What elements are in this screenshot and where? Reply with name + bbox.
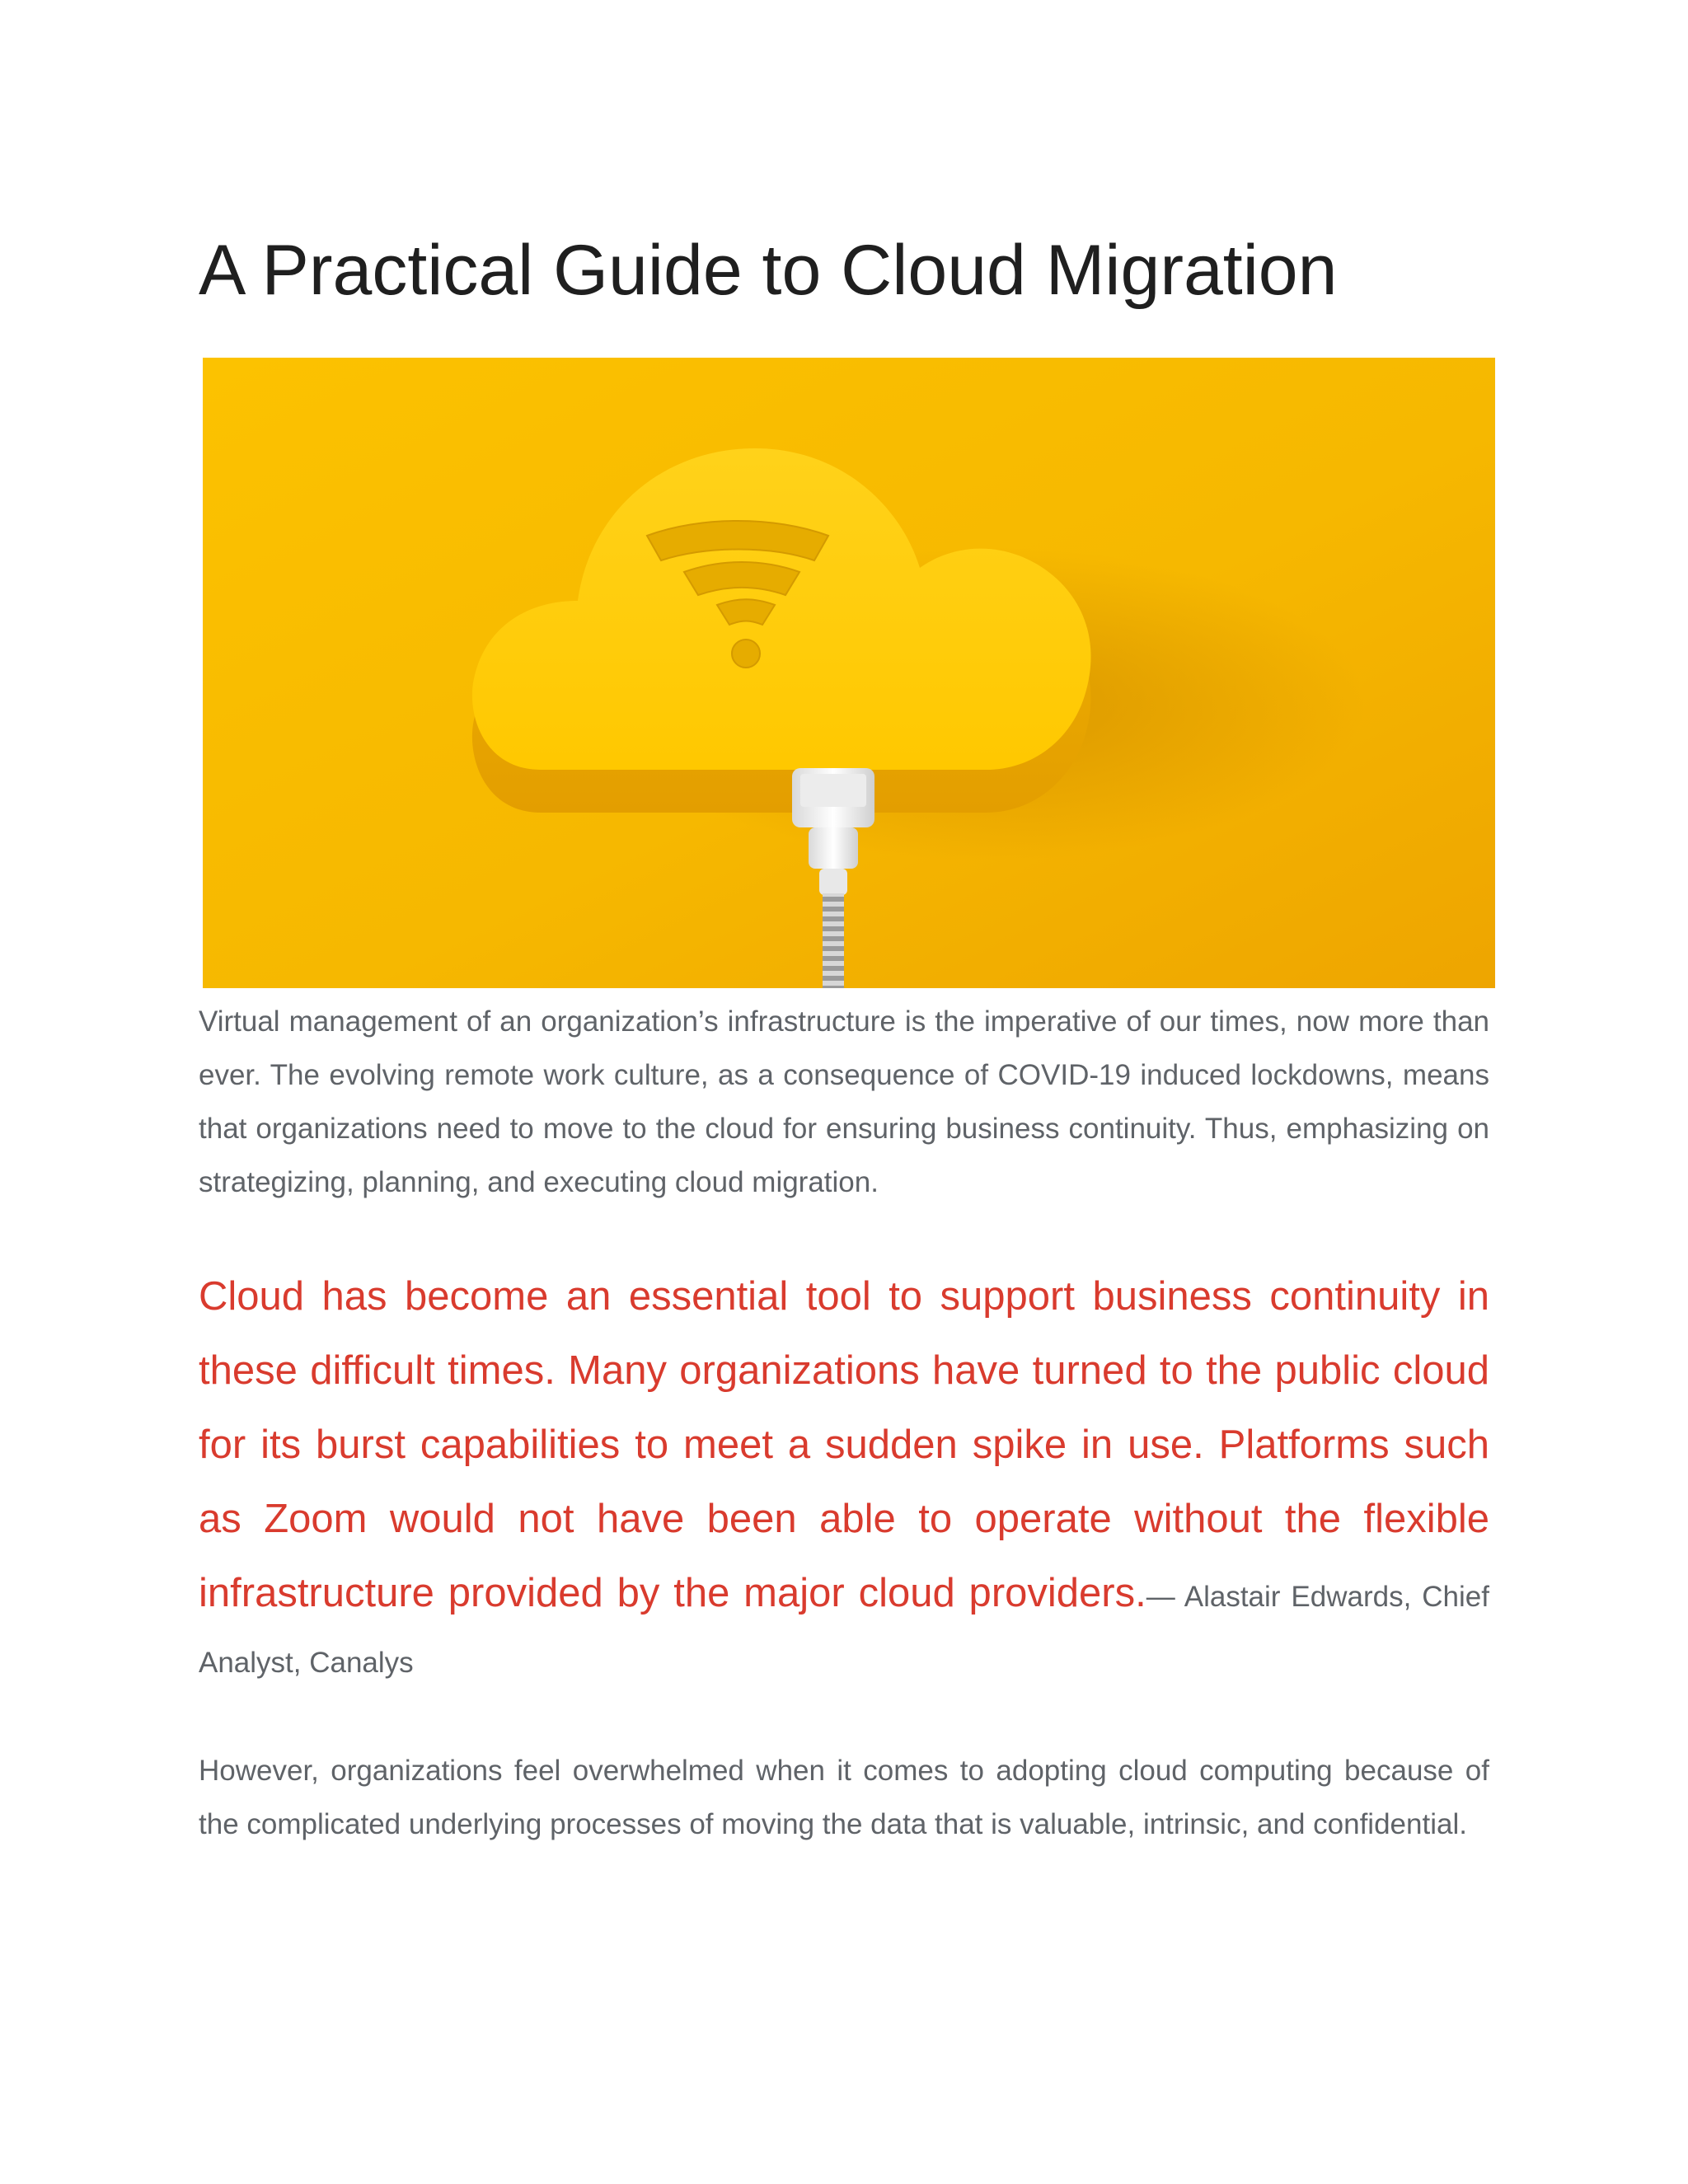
quote-text: Cloud has become an essential tool to support business continuity in these difficult times. Many organizations have turned to the public cloud for its burst capabilities to meet a sudden spike in use. Platforms such as Zoom would not have been able to operate without the flexible infrastructure provided by the major cloud providers. [199, 1274, 1489, 1615]
intro-paragraph: Virtual management of an organization’s infrastructure is the imperative of our times, now more than ever. The evolving remote work culture, as a consequence of COVID-19 induced lockdowns, means that organizations need to move to the cloud for ensuring business continuity. Thus, emphasizing on strategizing, planning, and executing cloud migration. [199, 1005, 1489, 1198]
closing-paragraph: However, organizations feel overwhelmed when it comes to adopting cloud computing because of the complicated underlying processes of moving the data that is valuable, intrinsic, and confidential. [199, 1755, 1489, 1840]
hero-image [203, 358, 1495, 988]
pull-quote [199, 1259, 1489, 1696]
quote-attribution: — Alastair Edwards, Chief Analyst, Canalys [199, 1581, 1489, 1679]
article-title: A Practical Guide to Cloud Migration [199, 231, 1338, 310]
